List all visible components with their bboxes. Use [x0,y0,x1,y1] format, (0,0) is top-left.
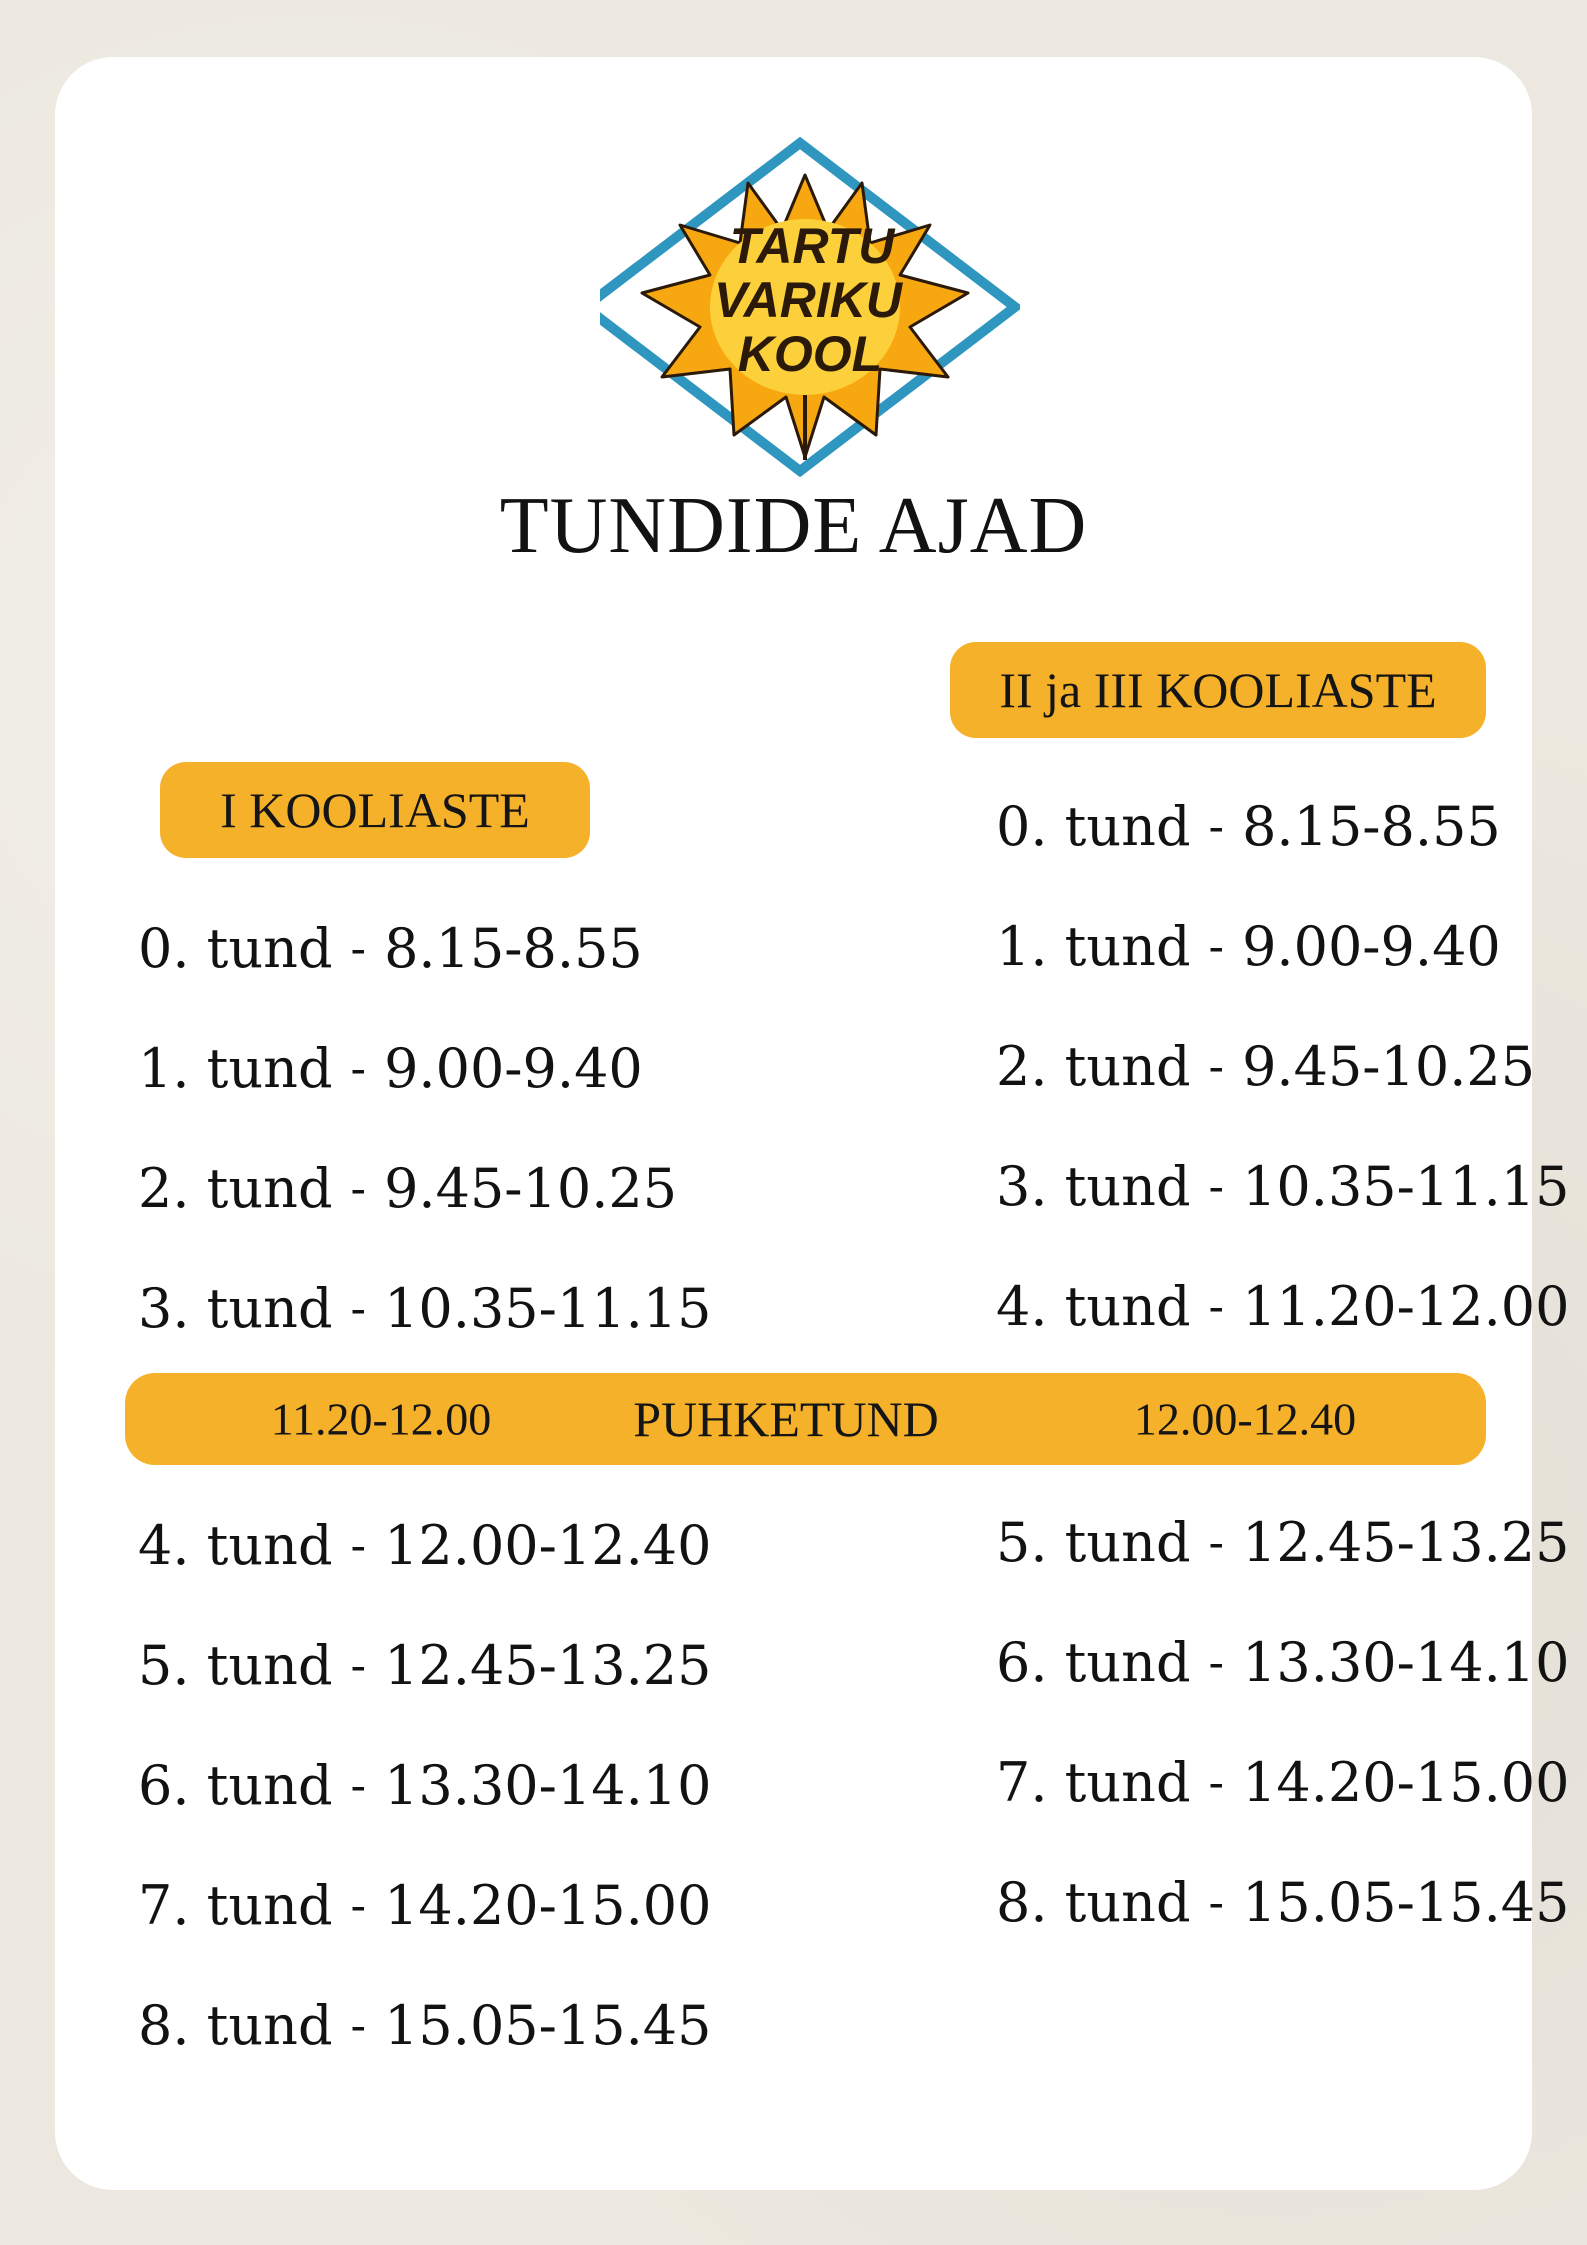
lesson-time: 15.05-15.45 [1242,1870,1570,1934]
separator: - [350,921,367,975]
separator: - [1208,1875,1225,1929]
separator: - [350,1041,367,1095]
lesson-label: 2. tund [138,1156,333,1220]
lesson-time: 8.15-8.55 [1242,794,1501,858]
separator: - [1208,799,1225,853]
lesson-label: 6. tund [996,1630,1191,1694]
lesson-label: 0. tund [996,794,1191,858]
logo-text-line-3: KOOL [737,326,883,382]
list-item [138,1128,712,1248]
separator: - [1208,1039,1225,1093]
schedule-list-2-3-before-break [996,766,1570,1366]
lesson-time: 11.20-12.00 [1242,1274,1570,1338]
lesson-time: 12.45-13.25 [1242,1510,1570,1574]
list-item [996,1602,1570,1722]
list-item [996,1006,1570,1126]
lesson-time: 15.05-15.45 [384,1993,712,2057]
lesson-label: 3. tund [138,1276,333,1340]
list-item [138,888,712,1008]
separator: - [1208,1515,1225,1569]
heading-kooliaste-2-3: II ja III KOOLIASTE [950,642,1486,738]
lesson-time: 13.30-14.10 [1242,1630,1570,1694]
lesson-time: 9.45-10.25 [384,1156,678,1220]
separator: - [1208,1159,1225,1213]
lesson-time: 9.45-10.25 [1242,1034,1536,1098]
lesson-time: 12.00-12.40 [384,1513,712,1577]
list-item [138,1845,712,1965]
lesson-time: 14.20-15.00 [1242,1750,1570,1814]
separator: - [1208,919,1225,973]
lesson-time: 10.35-11.15 [1242,1154,1570,1218]
list-item [138,1485,712,1605]
lesson-label: 5. tund [996,1510,1191,1574]
separator: - [350,1758,367,1812]
lesson-time: 10.35-11.15 [384,1276,712,1340]
list-item [138,1248,712,1368]
list-item [996,1126,1570,1246]
list-item [996,1842,1570,1962]
break-banner [125,1373,1486,1465]
separator: - [350,1281,367,1335]
list-item [138,1008,712,1128]
lesson-time: 9.00-9.40 [384,1036,643,1100]
lesson-label: 6. tund [138,1753,333,1817]
lesson-label: 7. tund [138,1873,333,1937]
list-item [138,1965,712,2085]
separator: - [350,1878,367,1932]
list-item [996,886,1570,1006]
list-item [996,1482,1570,1602]
break-label: PUHKETUND [633,1391,939,1447]
logo-text-line-1: TARTU [729,218,895,274]
separator: - [1208,1755,1225,1809]
lesson-label: 8. tund [138,1993,333,2057]
logo-text-line-2: VARIKU [714,272,902,328]
schedule-list-1-before-break [138,888,712,1368]
list-item [996,766,1570,886]
schedule-list-1-after-break [138,1485,712,2085]
lesson-label: 7. tund [996,1750,1191,1814]
lesson-time: 13.30-14.10 [384,1753,712,1817]
lesson-time: 12.45-13.25 [384,1633,712,1697]
separator: - [1208,1279,1225,1333]
lesson-label: 0. tund [138,916,333,980]
list-item [138,1605,712,1725]
separator: - [350,1638,367,1692]
lesson-label: 4. tund [996,1274,1191,1338]
break-time-kooliaste-1: 11.20-12.00 [270,1393,492,1445]
separator: - [350,1161,367,1215]
lesson-label: 5. tund [138,1633,333,1697]
lesson-label: 3. tund [996,1154,1191,1218]
list-item [996,1246,1570,1366]
lesson-time: 8.15-8.55 [384,916,643,980]
heading-kooliaste-1: I KOOLIASTE [160,762,590,858]
separator: - [350,1998,367,2052]
page-title: TUNDIDE AJAD [499,482,1088,570]
separator: - [350,1518,367,1572]
school-logo [600,135,1020,480]
schedule-list-2-3-after-break [996,1482,1570,1962]
lesson-label: 4. tund [138,1513,333,1577]
lesson-label: 2. tund [996,1034,1191,1098]
list-item [996,1722,1570,1842]
lesson-label: 1. tund [138,1036,333,1100]
lesson-time: 9.00-9.40 [1242,914,1501,978]
lesson-label: 1. tund [996,914,1191,978]
separator: - [1208,1635,1225,1689]
lesson-time: 14.20-15.00 [384,1873,712,1937]
break-time-kooliaste-2-3: 12.00-12.40 [1133,1393,1357,1445]
lesson-label: 8. tund [996,1870,1191,1934]
list-item [138,1725,712,1845]
